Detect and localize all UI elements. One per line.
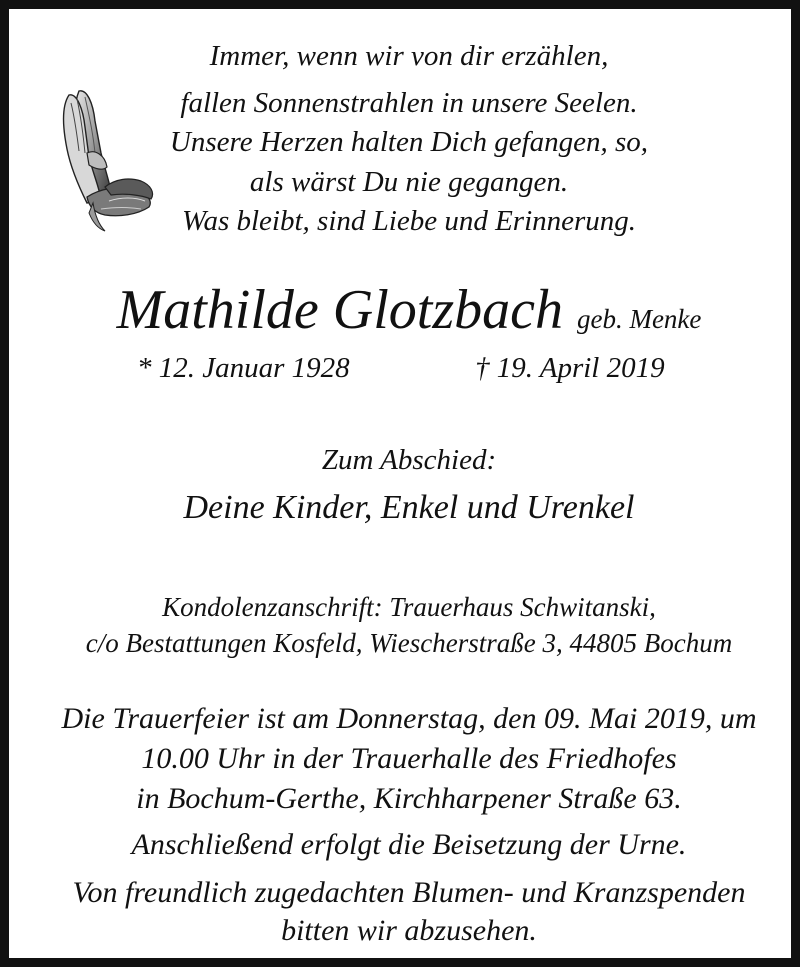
condolence-line: c/o Bestattungen Kosfeld, Wiescherstraße 3, 44805 Bochum (85, 628, 733, 658)
ceremony-line: 10.00 Uhr in der Trauerhalle des Friedhofes (141, 742, 677, 775)
birth-date: * 12. Januar 1928 (137, 352, 350, 384)
maiden-name: geb. Menke (576, 304, 702, 334)
death-date: † 19. April 2019 (475, 352, 665, 384)
ceremony-line: Die Trauerfeier ist am Donnerstag, den 09. Mai 2019, um (61, 702, 757, 735)
poem-line: Unsere Herzen halten Dich gefangen, so, (169, 126, 649, 158)
poem-line: Was bleibt, sind Liebe und Erinnerung. (181, 205, 637, 237)
poem-line: Immer, wenn wir von dir erzählen, (209, 40, 609, 72)
poem-line: als wärst Du nie gegangen. (249, 166, 569, 198)
deceased-name-line (9, 275, 800, 354)
farewell-intro: Zum Abschied: (321, 444, 497, 476)
burial-note: Anschließend erfolgt die Beisetzung der Urne. (131, 828, 687, 861)
flowers-note-line: bitten wir abzusehen. (281, 914, 537, 947)
ceremony-line: in Bochum-Gerthe, Kirchharpener Straße 63. (136, 782, 682, 815)
condolence-line: Kondolenzanschrift: Trauerhaus Schwitanski, (162, 592, 656, 622)
deceased-name: Mathilde Glotzbach (116, 279, 563, 341)
poem-line: fallen Sonnenstrahlen in unsere Seelen. (180, 87, 638, 119)
family-signature: Deine Kinder, Enkel und Urenkel (183, 489, 635, 526)
flowers-note-line: Von freundlich zugedachten Blumen- und Kranzspenden (72, 876, 746, 909)
